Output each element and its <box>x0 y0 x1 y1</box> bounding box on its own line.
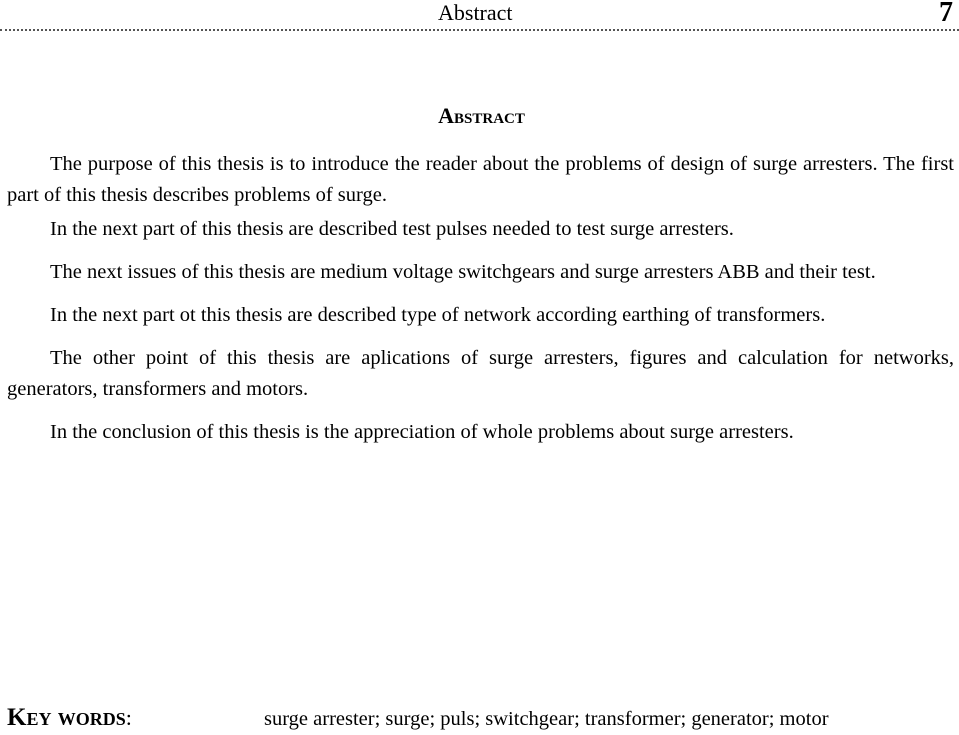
abstract-paragraph: The next issues of this thesis are medium voltage switchgears and surge arresters ABB and their test. <box>50 261 876 283</box>
section-heading: Abstract <box>438 103 525 128</box>
keywords-section <box>7 702 954 734</box>
keywords-label-text: Key words <box>7 704 126 731</box>
abstract-paragraph: In the conclusion of this thesis is the appreciation of whole problems about surge arresters. <box>50 421 794 443</box>
page-header <box>0 0 959 31</box>
running-header-title: Abstract <box>438 0 513 25</box>
keywords-label <box>7 702 132 734</box>
abstract-paragraph: The other point of this thesis are aplications of surge arresters, figures and calculation for networks, generators, transformers and motors. <box>7 347 954 400</box>
page-number: 7 <box>939 0 953 28</box>
keywords-list: surge arrester; surge; puls; switchgear; transformer; generator; motor <box>264 708 829 730</box>
keywords-colon: : <box>125 705 132 730</box>
abstract-paragraph: In the next part ot this thesis are described type of network according earthing of transformers. <box>50 304 826 326</box>
abstract-paragraph: The purpose of this thesis is to introduce the reader about the problems of design of surge arresters. The first part of this thesis describes problems of surge. <box>7 153 954 206</box>
abstract-paragraph: In the next part of this thesis are described test pulses needed to test surge arresters. <box>50 218 734 240</box>
abstract-body <box>7 149 954 460</box>
